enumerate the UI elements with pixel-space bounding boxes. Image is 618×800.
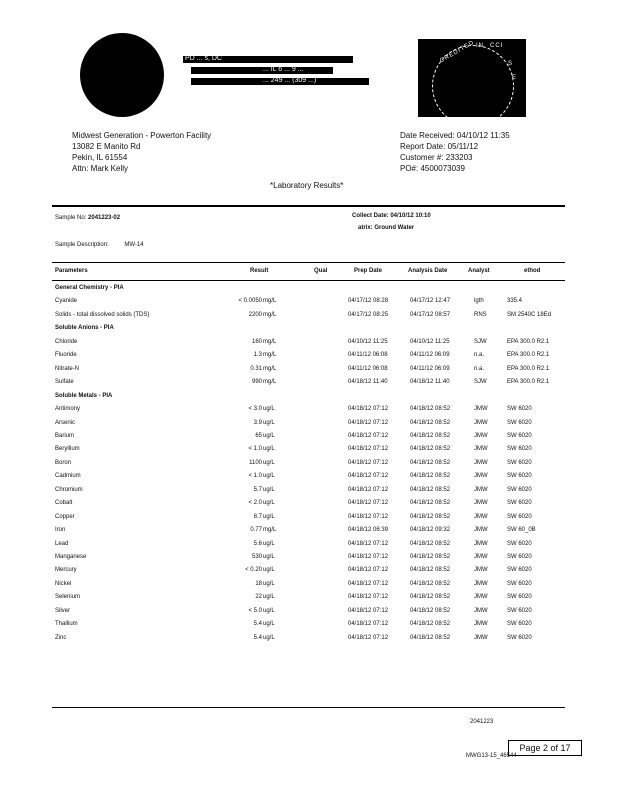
cell-analysis-date: 04/18/12 08:52 (410, 567, 451, 574)
cell-result: 530 (251, 554, 262, 560)
cell-analysis-date: 04/10/12 11:25 (410, 338, 450, 345)
cell-parameter: Silver (55, 607, 71, 614)
table-row (0, 578, 618, 592)
table-row (0, 470, 618, 484)
cell-analyst: lgth (474, 298, 484, 305)
cell-result: 2200 (248, 311, 262, 318)
cell-analyst: JMW (474, 406, 488, 413)
cell-prep-date: 04/18/12 07:12 (348, 406, 389, 413)
cell-units: ug/L (263, 607, 275, 614)
cell-result: 3.9 (253, 419, 262, 426)
cell-analysis-date: 04/18/12 08:52 (410, 594, 451, 601)
cell-parameter: Iron (55, 527, 66, 534)
cell-analysis-date: 04/18/12 09:32 (410, 527, 451, 534)
cell-analyst: JMW (474, 607, 488, 614)
cell-result: < 3.0 (248, 406, 262, 413)
cell-parameter: Thallium (55, 621, 78, 628)
cell-analysis-date: 04/18/12 08:52 (410, 419, 451, 426)
cell-units: ug/L (263, 634, 275, 641)
cell-units: ug/L (263, 459, 275, 466)
cell-analyst: JMW (474, 580, 488, 587)
table-row (0, 443, 618, 457)
cell-parameter: Fluoride (55, 352, 77, 359)
client-address (72, 130, 211, 174)
cell-analyst: SJW (474, 338, 487, 345)
cell-method: SM 2540C 18Ed (507, 311, 552, 318)
cell-analyst: JMW (474, 513, 488, 520)
col-result: Result (250, 268, 269, 274)
cell-method: SW 6020 (507, 580, 532, 587)
cell-parameter: Cyanide (55, 298, 78, 305)
cell-units: mg/L (263, 379, 277, 386)
cell-prep-date: 04/18/12 07:12 (348, 554, 389, 560)
cell-prep-date: 04/18/12 07:12 (348, 419, 389, 426)
cell-method: SW 6020 (507, 594, 532, 601)
cell-method: SW 6020 (507, 406, 532, 413)
cell-units: mg/L (263, 365, 277, 372)
cell-analysis-date: 04/11/12 06:09 (410, 365, 450, 372)
po-number: PO#: 4500073039 (400, 164, 465, 173)
cell-analysis-date: 04/18/12 08:52 (410, 446, 451, 453)
cell-result: 160 (251, 338, 262, 345)
table-row (0, 403, 618, 417)
report-date: Report Date: 05/11/12 (400, 142, 479, 151)
cell-analysis-date: 04/18/12 08:52 (410, 432, 451, 439)
accreditation-seal: CREDITED IN CCI S E (418, 39, 526, 117)
cell-method: SW 6020 (507, 459, 532, 466)
cell-prep-date: 04/18/12 11:40 (348, 379, 388, 386)
divider-table-header (52, 280, 565, 281)
report-info (400, 130, 510, 174)
lab-address-block (183, 56, 373, 86)
cell-units: mg/L (263, 311, 277, 318)
table-row (0, 349, 618, 363)
cell-method: SW 6020 (507, 634, 532, 641)
cell-prep-date: 04/18/12 07:12 (348, 607, 389, 614)
report-id: 2041223 (470, 719, 494, 725)
cell-units: ug/L (263, 432, 275, 439)
cell-prep-date: 04/18/12 07:12 (348, 500, 389, 507)
cell-method: EPA 300.0 R2.1 (507, 338, 550, 345)
col-parameters: Parameters (55, 268, 88, 274)
cell-parameter: Barium (55, 432, 75, 439)
section-title: Soluble Anions - PIA (55, 325, 114, 332)
cell-analyst: JMW (474, 486, 488, 493)
customer-number: Customer #: 233203 (400, 153, 473, 162)
cell-analysis-date: 04/17/12 12:47 (410, 298, 451, 305)
cell-analyst: JMW (474, 567, 488, 574)
table-row (0, 363, 618, 377)
cell-result: 5.4 (253, 621, 262, 628)
col-prep-date: Prep Date (354, 268, 383, 274)
cell-result: < 1.0 (248, 446, 262, 453)
cell-parameter: Mercury (55, 567, 77, 574)
cell-parameter: Beryllium (55, 446, 80, 453)
cell-analyst: JMW (474, 419, 488, 426)
cell-result: < 1.0 (248, 473, 262, 480)
table-row (0, 632, 618, 646)
cell-analysis-date: 04/18/12 08:52 (410, 513, 451, 520)
cell-analysis-date: 04/18/12 08:52 (410, 500, 451, 507)
table-row (0, 591, 618, 605)
cell-parameter: Cobalt (55, 500, 73, 507)
cell-prep-date: 04/18/12 07:12 (348, 621, 389, 628)
cell-units: ug/L (263, 473, 275, 480)
cell-units: ug/L (263, 406, 275, 413)
table-row (0, 484, 618, 498)
client-street: 13082 E Manito Rd (72, 142, 141, 151)
matrix: atrix: Ground Water (358, 225, 415, 231)
table-row (0, 551, 618, 565)
cell-analysis-date: 04/18/12 08:52 (410, 607, 451, 614)
cell-result: 5.4 (253, 634, 262, 641)
cell-method: SW 6020 (507, 486, 532, 493)
cell-result: 65 (255, 432, 262, 439)
cell-analyst: JMW (474, 540, 488, 547)
cell-analysis-date: 04/18/12 11:40 (410, 379, 450, 386)
cell-units: ug/L (263, 594, 275, 601)
cell-method: SW 60_0B (507, 527, 536, 534)
cell-analyst: JMW (474, 554, 488, 560)
cell-analyst: JMW (474, 500, 488, 507)
cell-method: 335.4 (507, 298, 523, 305)
cell-parameter: Manganese (55, 554, 87, 560)
cell-prep-date: 04/18/12 07:12 (348, 486, 389, 493)
cell-method: SW 6020 (507, 513, 532, 520)
cell-result: 0.77 (250, 527, 262, 534)
cell-analysis-date: 04/18/12 08:52 (410, 473, 451, 480)
collect-date: Collect Date: 04/10/12 10:10 (352, 213, 431, 219)
cell-prep-date: 04/11/12 06:08 (348, 352, 388, 359)
cell-method: SW 6020 (507, 607, 532, 614)
cell-parameter: Chromium (55, 486, 83, 493)
table-row (0, 618, 618, 632)
cell-parameter: Arsenic (55, 419, 76, 426)
table-row (0, 511, 618, 525)
cell-method: EPA 300.0 R2.1 (507, 365, 550, 372)
cell-prep-date: 04/18/12 06:39 (348, 527, 389, 534)
cell-prep-date: 04/18/12 07:12 (348, 567, 389, 574)
cell-method: SW 6020 (507, 554, 532, 560)
lab-address-line-1: PD ... s, DC (185, 55, 222, 62)
cell-prep-date: 04/18/12 07:12 (348, 513, 389, 520)
cell-parameter: Nickel (55, 580, 72, 587)
cell-parameter: Cadmium (55, 473, 81, 480)
table-row (0, 605, 618, 619)
page-number: Page 2 of 17 (508, 740, 582, 756)
report-title: *Laboratory Results* (270, 181, 344, 190)
client-name: Midwest Generation - Powerton Facility (72, 131, 212, 140)
cell-analyst: JMW (474, 446, 488, 453)
cell-units: ug/L (263, 419, 275, 426)
cell-analysis-date: 04/18/12 08:52 (410, 406, 451, 413)
cell-analyst: RNS (474, 311, 487, 318)
table-row (0, 524, 618, 538)
section-title: General Chemistry - PIA (55, 285, 124, 291)
col-qual: Qual (314, 268, 328, 274)
cell-parameter: Lead (55, 540, 69, 547)
table-row (0, 336, 618, 350)
cell-analyst: JMW (474, 594, 488, 601)
cell-result: 1100 (249, 459, 262, 466)
cell-analysis-date: 04/18/12 08:52 (410, 540, 451, 547)
cell-method: SW 6020 (507, 621, 532, 628)
cell-units: ug/L (263, 580, 275, 587)
date-received: Date Received: 04/10/12 11:35 (400, 131, 510, 140)
section-title: Soluble Metals - PIA (55, 392, 113, 399)
cell-parameter: Selenium (55, 594, 81, 601)
cell-method: SW 6020 (507, 432, 532, 439)
cell-analyst: JMW (474, 473, 488, 480)
cell-result: < 5.0 (248, 607, 262, 614)
cell-units: ug/L (263, 621, 275, 628)
cell-analyst: n.a. (474, 352, 485, 359)
cell-prep-date: 04/18/12 07:12 (348, 459, 389, 466)
client-city: Pekin, IL 61554 (72, 153, 128, 162)
cell-method: SW 6020 (507, 540, 532, 547)
cell-result: 5.6 (253, 540, 262, 547)
cell-result: 1.3 (253, 352, 262, 359)
divider-table-top (52, 262, 565, 263)
cell-result: 990 (251, 379, 262, 386)
cell-parameter: Solids - total dissolved solids (TDS) (55, 311, 150, 318)
cell-units: ug/L (263, 540, 275, 547)
cell-analysis-date: 04/18/12 08:52 (410, 486, 451, 493)
divider-footer (52, 707, 565, 708)
cell-result: 18 (255, 580, 262, 587)
cell-units: ug/L (263, 567, 275, 574)
cell-prep-date: 04/18/12 07:12 (348, 594, 389, 601)
cell-analyst: n.a. (474, 365, 485, 372)
cell-analysis-date: 04/17/12 08:57 (410, 311, 451, 318)
cell-analysis-date: 04/18/12 08:52 (410, 554, 451, 560)
cell-prep-date: 04/18/12 07:12 (348, 634, 389, 641)
cell-parameter: Zinc (55, 634, 67, 641)
cell-method: EPA 300.0 R2.1 (507, 379, 550, 386)
col-analysis-date: Analysis Date (408, 268, 448, 274)
cell-method: SW 6020 (507, 446, 532, 453)
cell-analysis-date: 04/11/12 06:09 (410, 352, 450, 359)
cell-parameter: Sulfate (55, 379, 74, 386)
cell-parameter: Copper (55, 513, 75, 520)
table-row (0, 538, 618, 552)
table-row (0, 376, 618, 390)
cell-units: ug/L (263, 513, 275, 520)
cell-result: 8.7 (253, 513, 262, 520)
cell-units: mg/L (263, 527, 277, 534)
table-row (0, 309, 618, 323)
cell-analysis-date: 04/18/12 08:52 (410, 634, 451, 641)
table-row (0, 457, 618, 471)
cell-result: 5.7 (253, 486, 262, 493)
cell-result: < 0.20 (245, 567, 262, 574)
cell-analyst: JMW (474, 634, 488, 641)
sample-description: Sample Description: MW-14 (55, 242, 144, 248)
lab-logo (80, 33, 164, 117)
cell-result: 0.31 (250, 365, 262, 372)
cell-analysis-date: 04/18/12 08:52 (410, 580, 451, 587)
cell-units: ug/L (263, 446, 275, 453)
cell-prep-date: 04/18/12 07:12 (348, 432, 389, 439)
cell-units: mg/L (263, 298, 277, 305)
cell-units: ug/L (263, 500, 275, 507)
cell-parameter: Chloride (55, 338, 78, 345)
cell-analyst: SJW (474, 379, 487, 386)
cell-analyst: JMW (474, 432, 488, 439)
cell-method: EPA 300.0 R2.1 (507, 352, 550, 359)
cell-prep-date: 04/10/12 11:25 (348, 338, 388, 345)
col-method: ethod (524, 268, 541, 274)
cell-units: ug/L (263, 554, 275, 560)
cell-method: SW 6020 (507, 567, 532, 574)
cell-units: mg/L (263, 352, 277, 359)
cell-prep-date: 04/18/12 07:12 (348, 580, 389, 587)
cell-analysis-date: 04/18/12 08:52 (410, 621, 451, 628)
table-row (0, 295, 618, 309)
table-row (0, 497, 618, 511)
cell-prep-date: 04/18/12 07:12 (348, 540, 389, 547)
table-row (0, 430, 618, 444)
table-row (0, 564, 618, 578)
col-analyst: Analyst (468, 268, 490, 274)
cell-parameter: Antimony (55, 406, 81, 413)
cell-prep-date: 04/18/12 07:12 (348, 473, 389, 480)
cell-prep-date: 04/17/12 08:25 (348, 311, 389, 318)
client-attn: Attn: Mark Kelly (72, 164, 129, 173)
table-header (0, 265, 618, 279)
lab-address-line-2: ... IL 6 ... 9 ... (263, 66, 304, 73)
cell-parameter: Boron (55, 459, 72, 466)
lab-address-line-3: ... 249 ... (309 ...) (263, 77, 317, 84)
cell-method: SW 6020 (507, 419, 532, 426)
cell-analyst: JMW (474, 459, 488, 466)
cell-prep-date: 04/11/12 06:08 (348, 365, 388, 372)
cell-result: < 0.0050 (238, 298, 262, 305)
cell-prep-date: 04/17/12 08:28 (348, 298, 389, 305)
sample-no: Sample No: 2041223-02 (55, 215, 121, 221)
cell-units: ug/L (263, 486, 275, 493)
cell-units: mg/L (263, 338, 277, 345)
cell-analyst: JMW (474, 621, 488, 628)
cell-analysis-date: 04/18/12 08:52 (410, 459, 451, 466)
cell-method: SW 6020 (507, 473, 532, 480)
divider-top (52, 205, 565, 207)
cell-result: < 2.0 (248, 500, 262, 507)
table-row (0, 417, 618, 431)
cell-prep-date: 04/18/12 07:12 (348, 446, 389, 453)
cell-result: 22 (255, 594, 262, 601)
cell-method: SW 6020 (507, 500, 532, 507)
cell-analyst: JMW (474, 527, 488, 534)
document-id: MWG13-15_46544 (466, 753, 517, 759)
cell-parameter: Nitrate-N (55, 365, 80, 372)
